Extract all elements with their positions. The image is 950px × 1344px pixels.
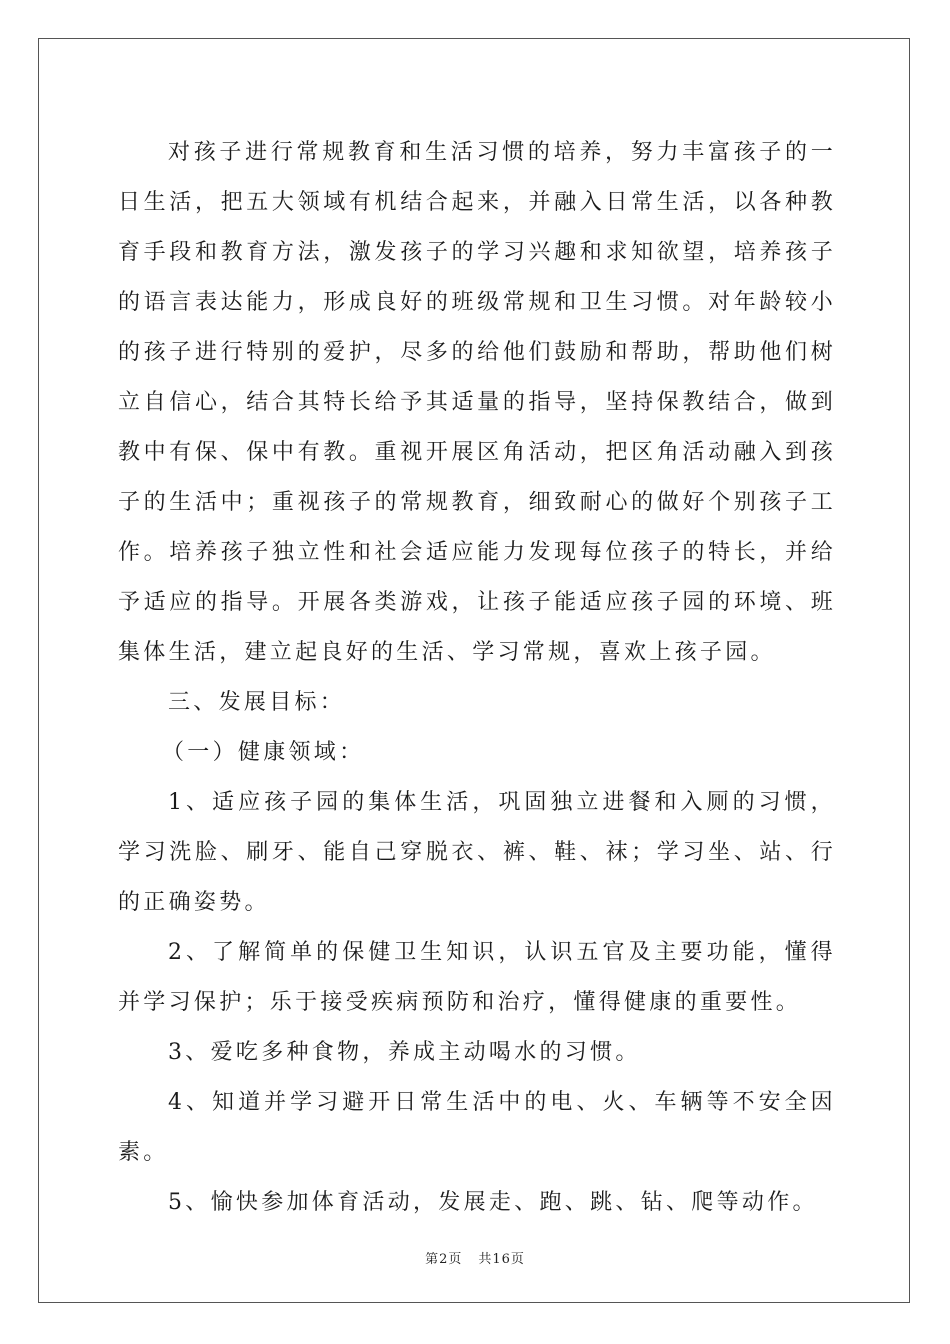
goal-item-1: 1、适应孩子园的集体生活，巩固独立进餐和入厕的习惯，学习洗脸、刷牙、能自己穿脱衣、裤、鞋、袜；学习坐、站、行的正确姿势。 <box>118 790 836 915</box>
document-body <box>118 128 836 1228</box>
page-number: 第2页 <box>425 1252 463 1267</box>
section-heading-goals: 三、发展目标： <box>168 690 346 715</box>
subsection-heading-health: （一）健康领域： <box>162 740 365 765</box>
goal-item-3: 3、爱吃多种食物，养成主动喝水的习惯。 <box>168 1040 641 1065</box>
paragraph-intro: 对孩子进行常规教育和生活习惯的培养，努力丰富孩子的一日生活，把五大领域有机结合起来，并融入日常生活，以各种教育手段和教育方法，激发孩子的学习兴趣和求知欲望，培养孩子的语言表达能力，形成良好的班级常规和卫生习惯。对年龄较小的孩子进行特别的爱护，尽多的给他们鼓励和帮助，帮助他们树立自信心，结合其特长给予其适量的指导，坚持保教结合，做到教中有保、保中有教。重视开展区角活动，把区角活动融入到孩子的生活中；重视孩子的常规教育，细致耐心的做好个别孩子工作。培养孩子独立性和社会适应能力发现每位孩子的特长，并给予适应的指导。开展各类游戏，让孩子能适应孩子园的环境、班集体生活，建立起良好的生活、学习常规，喜欢上孩子园。 <box>118 140 836 665</box>
goal-item-5: 5、愉快参加体育活动，发展走、跑、跳、钻、爬等动作。 <box>168 1190 818 1215</box>
page-footer <box>0 1248 950 1267</box>
goal-item-4: 4、知道并学习避开日常生活中的电、火、车辆等不安全因素。 <box>118 1090 836 1165</box>
page-total: 共16页 <box>478 1252 525 1267</box>
goal-item-2: 2、了解简单的保健卫生知识，认识五官及主要功能，懂得并学习保护；乐于接受疾病预防和治疗，懂得健康的重要性。 <box>118 940 836 1015</box>
